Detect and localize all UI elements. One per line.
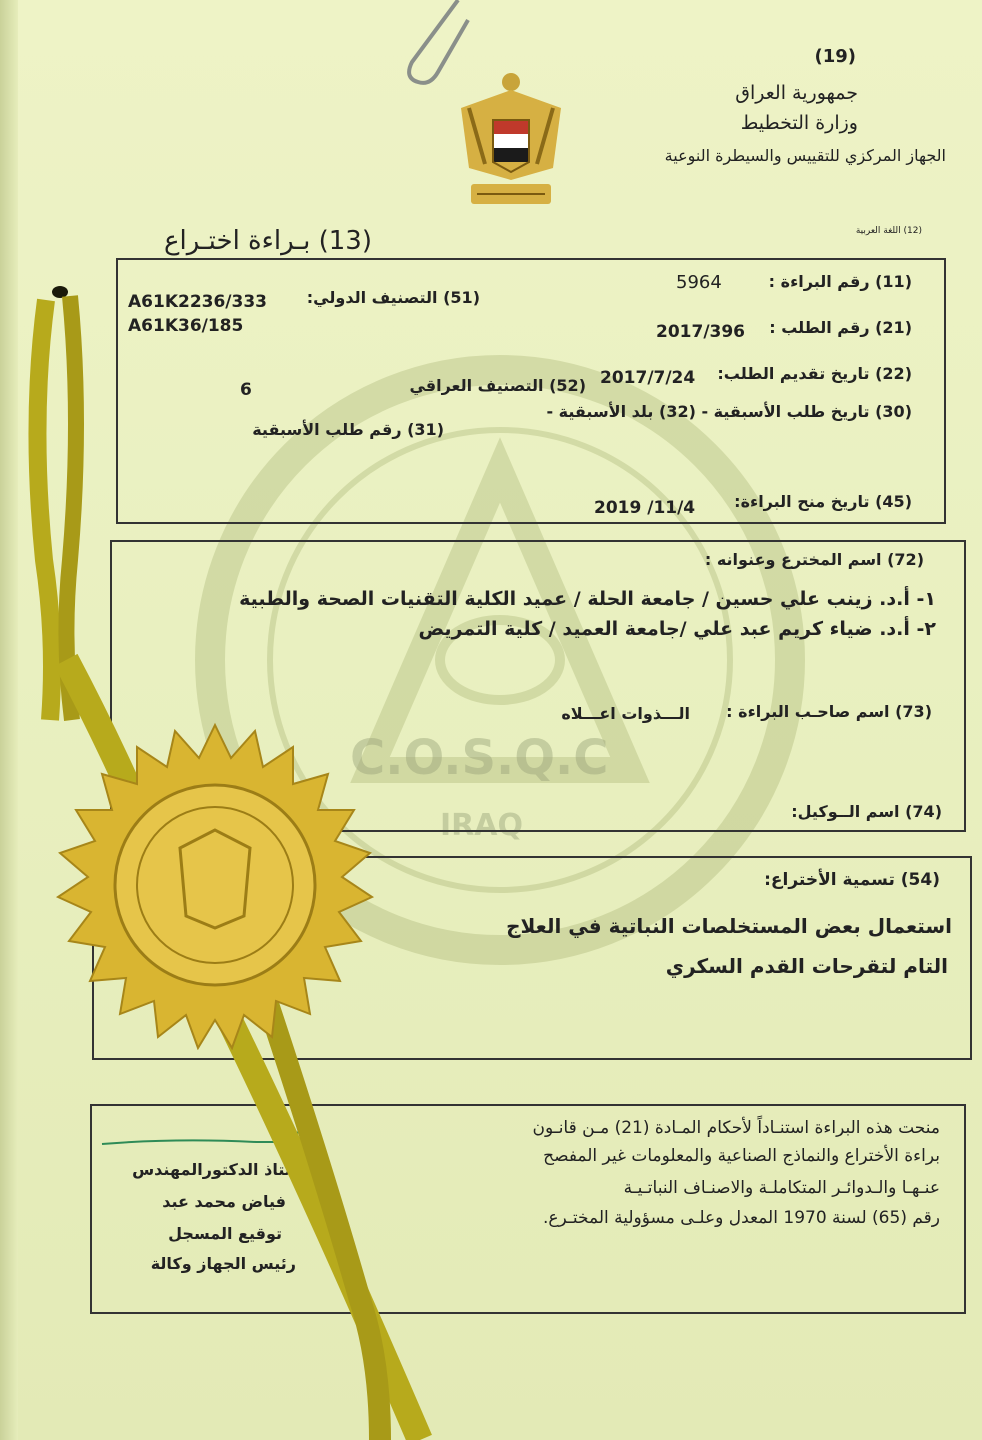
grant-date-label: (45) تاريخ منح البراءة: bbox=[734, 492, 912, 511]
signer-name: فياض محمد عبد bbox=[162, 1192, 286, 1211]
iraqi-class-label: (52) التصنيف العراقي bbox=[409, 376, 586, 395]
invention-title-line-2: التام لتقرحات القدم السكري bbox=[665, 954, 948, 978]
application-number: 2017/396 bbox=[656, 322, 746, 342]
registrar-signature-label: توقيع المسجل bbox=[168, 1224, 282, 1243]
country-name: جمهورية العراق bbox=[735, 82, 858, 104]
inventor-2: ٢- أ.د. ضياء كريم عبد علي /جامعة العميد / كلية التمريض bbox=[418, 618, 936, 640]
watermark-country: IRAQ bbox=[440, 808, 523, 843]
legal-text-line-4: رقم (65) لسنة 1970 المعدل وعلـى مسؤولية المختـرع. bbox=[542, 1208, 940, 1228]
patent-number: 5964 bbox=[676, 272, 722, 293]
agency-name: الجهاز المركزي للتقييس والسيطرة النوعية bbox=[664, 146, 946, 165]
signer-title: الاستاذ الدكتورالمهندس bbox=[132, 1160, 318, 1179]
owner-label: (73) اسم صاحـب البراءة : bbox=[726, 702, 932, 721]
inventor-1: ١- أ.د. زينب علي حسين / جامعة الحلة / عميد الكلية التقنيات الصحة والطبية bbox=[239, 588, 936, 610]
grant-date: 2019 /11/4 bbox=[594, 498, 696, 518]
agent-label: (74) اسم الــوكيل: bbox=[791, 802, 942, 821]
signer-role: رئيس الجهاز وكالة bbox=[150, 1254, 296, 1273]
invention-title-label: (54) تسمية الأختراع: bbox=[764, 870, 940, 890]
inventors-label: (72) اسم المخترع وعنوانه : bbox=[704, 550, 924, 569]
intl-class-2: A61K36/185 bbox=[128, 316, 244, 336]
doc-type-title: (13) بـراءة اختـراع bbox=[163, 226, 372, 256]
iraqi-class: 6 bbox=[240, 380, 252, 400]
legal-text-line-3: عنـهـا والـدوائـر المتكاملـة والاصنـاف النباتـيـة bbox=[623, 1178, 940, 1198]
priority-line-1: (30) تاريخ طلب الأسبقية - (32) بلد الأسبقية - bbox=[546, 402, 912, 421]
language-note: (12) اللغة العربية bbox=[855, 226, 922, 236]
legal-text-line-2: براءة الأختراع والنماذج الصناعية والمعلومات غير المفصح bbox=[543, 1146, 940, 1166]
watermark-code: C.O.S.Q.C bbox=[350, 730, 609, 786]
priority-line-2: (31) رقم طلب الأسبقية bbox=[252, 420, 444, 439]
ministry-name: وزارة التخطيط bbox=[740, 112, 858, 134]
invention-title-line-1: استعمال بعض المستخلصات النباتية في العلاج bbox=[506, 914, 952, 938]
filing-date: 2017/7/24 bbox=[600, 368, 696, 388]
doc-number: (19) bbox=[814, 46, 856, 67]
application-number-label: (21) رقم الطلب : bbox=[769, 318, 912, 337]
filing-date-label: (22) تاريخ تقديم الطلب: bbox=[717, 364, 912, 383]
legal-text-line-1: منحت هذه البراءة استنـاداً لأحكام المـادة (21) مـن قانـون bbox=[532, 1118, 940, 1138]
intl-class-label: (51) التصنيف الدولي: bbox=[306, 288, 480, 307]
gold-seal bbox=[50, 720, 380, 1050]
owner-name: الـــذوات اعـــلاه bbox=[561, 704, 690, 723]
patent-number-label: (11) رقم البراءة : bbox=[768, 272, 912, 291]
intl-class-1: A61K2236/333 bbox=[128, 292, 267, 312]
